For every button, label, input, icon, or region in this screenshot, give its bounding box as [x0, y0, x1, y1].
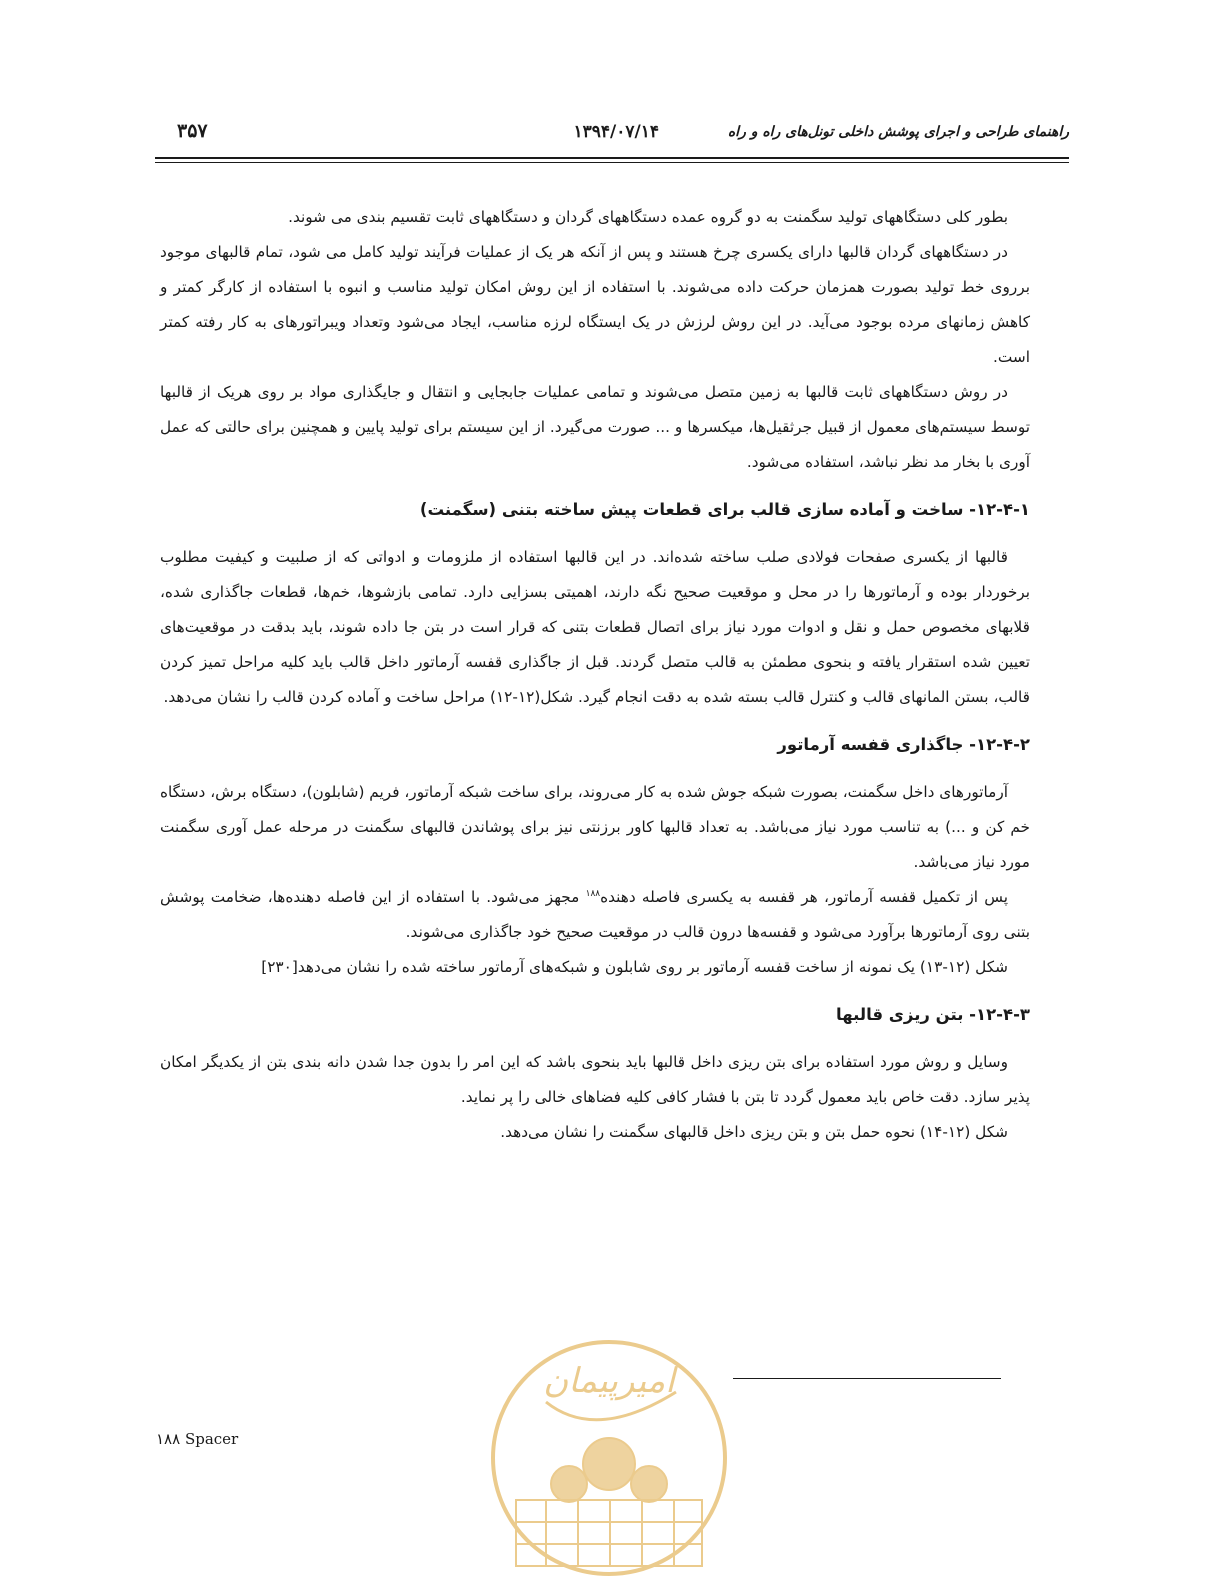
text-run: مجهز می‌شود. با استفاده از این فاصله دهنده‌ها، ضخامت پوشش بتنی روی آرماتورها برآورد می‌شود و قفسه‌ها درون قالب در موقعیت صحیح خود جاگذاری می‌شوند. [160, 888, 1030, 941]
paragraph: قالبها از یکسری صفحات فولادی صلب ساخته شده‌اند. در این قالبها استفاده از ملزومات و ادواتی که از صلبیت و کیفیت مطلوب برخوردار بوده و آرماتورها را در محل و موقعیت صحیح نگه دارند، اهمیتی بسزایی دارد. تمامی بازشوها، خم‌ها، قطعات جاگذاری شده، قلابهای مخصوص حمل و نقل و ادوات مورد نیاز برای اتصال قطعات بتنی که قرار است در بتن جا داده شوند، باید بدقت در موقعیت‌های تعیین شده استقرار یافته و بنحوی مطمئن به قالب متصل گردند. قبل از جاگذاری قفسه آرماتور داخل قالب باید کلیه مراحل تمیز کردن قالب، بستن المانهای قالب و کنترل قالب بسته شده به دقت انجام گیرد. شکل(۱۲-۱۲) مراحل ساخت و آماده کردن قالب را نشان می‌دهد. [160, 548, 1030, 706]
section-heading: ۱۲-۴-۲- جاگذاری قفسه آرماتور [777, 735, 1030, 754]
footnote-separator [733, 1378, 1001, 1379]
text-run: پس از تکمیل قفسه آرماتور، هر قفسه به یکسری فاصله دهنده [600, 888, 1008, 906]
paragraph: در روش دستگاههای ثابت قالبها به زمین متصل می‌شوند و تمامی عملیات جابجایی و انتقال و جایگذاری مواد بر روی هریک از قالبها توسط سیستم‌های معمول از قبیل جرثقیل‌ها، میکسرها و ... صورت می‌گیرد. از این سیستم برای تولید پایین و همچنین برای حالتی که عمل آوری با بخار مد نظر نباشد، استفاده می‌شود. [160, 383, 1030, 471]
paragraph: در دستگاههای گردان قالبها دارای یکسری چرخ هستند و پس از آنکه هر یک از عملیات فرآیند تولید کامل می شود، تمام قالبهای موجود برروی خط تولید بصورت همزمان حرکت داده می‌شوند. با استفاده از این روش امکان تولید مناسب و انبوه با استفاده از کارگر کمتر و کاهش زمانهای مرده بوجود می‌آید. در این روش لرزش در یک ایستگاه لرزه مناسب، ایجاد می‌شود وتعداد ویبراتورهای به کار رفته کمتر است. [160, 243, 1030, 366]
running-title: راهنمای طراحی و اجرای پوشش داخلی تونل‌های راه و راه [727, 124, 1069, 140]
paragraph: وسایل و روش مورد استفاده برای بتن ریزی داخل قالبها باید بنحوی باشد که این امر را بدون جدا شدن دانه بندی بتن از یکدیگر امکان پذیر سازد. دقت خاص باید معمول گردد تا بتن با فشار کافی کلیه فضاهای خالی را پر نماید. [160, 1053, 1030, 1106]
header-date: ۱۳۹۴/۰۷/۱۴ [573, 122, 659, 142]
paragraph: شکل (۱۲-۱۳) یک نمونه از ساخت قفسه آرماتور بر روی شابلون و شبکه‌های آرماتور ساخته شده را نشان می‌دهد[۲۳۰] [261, 958, 1008, 976]
watermark-logo [486, 1332, 732, 1584]
body-text [160, 200, 1030, 1150]
header-rule-thin [155, 162, 1069, 163]
page-header [155, 118, 1069, 154]
footnote-number: ۱۸۸ [156, 1430, 181, 1448]
footnote [156, 1430, 238, 1448]
footnote-reference[interactable]: ۱۸۸ [585, 888, 601, 899]
section-heading: ۱۲-۴-۳- بتن ریزی قالبها [836, 1005, 1030, 1024]
footnote-text: Spacer [184, 1430, 239, 1448]
paragraph [160, 880, 1030, 950]
paragraph: بطور کلی دستگاههای تولید سگمنت به دو گروه عمده دستگاههای گردان و دستگاههای ثابت تقسیم بندی می شوند. [288, 208, 1008, 226]
paragraph: آرماتورهای داخل سگمنت، بصورت شبکه جوش شده به کار می‌روند، برای ساخت شبکه آرماتور، فریم (شابلون)، دستگاه برش، دستگاه خم کن و ...) به تناسب مورد نیاز می‌باشد. به تعداد قالبها کاور برزنتی نیز برای پوشاندن قالبهای سگمنت در مرحله عمل آوری سگمنت مورد نیاز می‌باشد. [160, 783, 1030, 871]
watermark-logo-text: امیرپیمان [543, 1361, 675, 1401]
header-rule-thick [155, 157, 1069, 159]
section-heading: ۱۲-۴-۱- ساخت و آماده سازی قالب برای قطعات پیش ساخته بتنی (سگمنت) [419, 500, 1030, 519]
paragraph: شکل (۱۲-۱۴) نحوه حمل بتن و بتن ریزی داخل قالبهای سگمنت را نشان می‌دهد. [500, 1123, 1008, 1141]
page-number: ۳۵۷ [177, 120, 208, 142]
